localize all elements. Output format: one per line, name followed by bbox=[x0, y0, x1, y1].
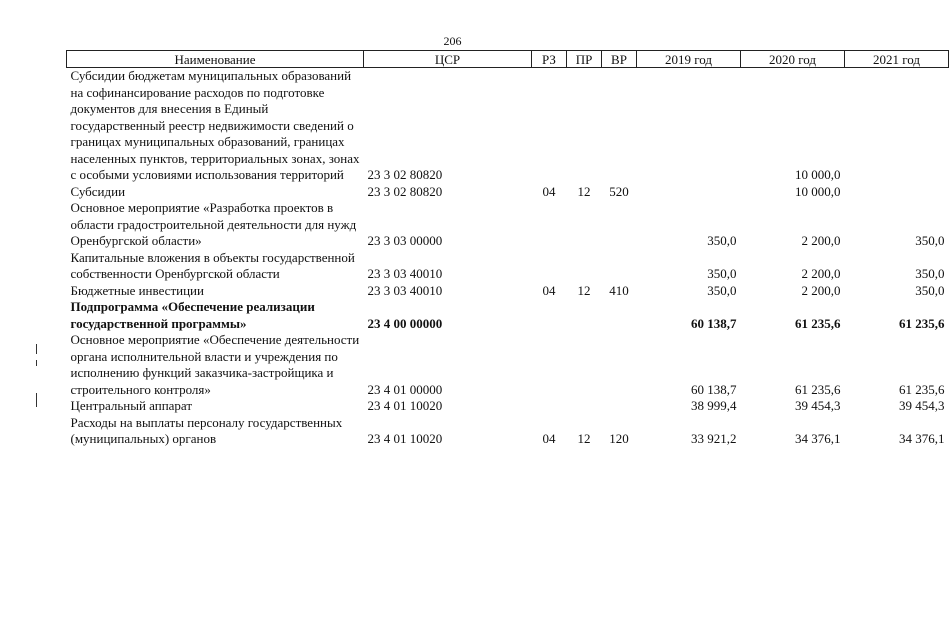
cell-2019: 38 999,4 bbox=[691, 398, 737, 413]
cell-2021: 61 235,6 bbox=[899, 381, 945, 397]
cell-2021 bbox=[845, 184, 949, 201]
table-row bbox=[67, 250, 949, 283]
cell-2019 bbox=[637, 184, 741, 201]
cell-2019 bbox=[637, 68, 741, 184]
header-2020: 2020 год bbox=[741, 51, 845, 68]
cell-2021: 61 235,6 bbox=[899, 315, 945, 331]
cell-rz bbox=[532, 68, 567, 184]
cell-name: Субсидии bbox=[70, 183, 126, 199]
cell-pr bbox=[567, 332, 602, 398]
header-vr: ВР bbox=[602, 51, 637, 68]
cell-rz: 04 bbox=[542, 431, 556, 446]
table-row bbox=[67, 68, 949, 184]
cell-name: Основное мероприятие «Обеспечение деятельности органа исполнительной власти и учреждения по исполнению функций заказчика-застройщика и строительного контроля» bbox=[70, 332, 360, 397]
budget-table bbox=[66, 50, 949, 448]
cell-2020: 39 454,3 bbox=[795, 398, 841, 413]
header-2021: 2021 год bbox=[845, 51, 949, 68]
cell-pr bbox=[567, 398, 602, 415]
cell-2021 bbox=[845, 68, 949, 184]
cell-csr: 23 4 00 00000 bbox=[367, 315, 443, 331]
cell-pr: 12 bbox=[577, 183, 591, 199]
table-row bbox=[67, 398, 949, 415]
cell-2021: 350,0 bbox=[915, 233, 945, 248]
cell-csr: 23 4 01 10020 bbox=[367, 431, 443, 446]
header-rz: РЗ bbox=[532, 51, 567, 68]
cell-vr: 120 bbox=[609, 431, 629, 446]
cell-2020: 2 200,0 bbox=[801, 266, 841, 281]
margin-mark bbox=[36, 360, 37, 366]
cell-rz bbox=[532, 250, 567, 283]
cell-pr bbox=[567, 68, 602, 184]
cell-name: Капитальные вложения в объекты государственной собственности Оренбургской области bbox=[70, 249, 355, 281]
cell-csr: 23 3 02 80820 bbox=[367, 167, 443, 182]
cell-name: Бюджетные инвестиции bbox=[70, 282, 204, 298]
cell-vr: 410 bbox=[609, 282, 629, 298]
header-2019: 2019 год bbox=[637, 51, 741, 68]
table-header-row bbox=[67, 51, 949, 68]
cell-rz: 04 bbox=[542, 183, 556, 199]
cell-vr bbox=[602, 200, 637, 250]
header-name: Наименование bbox=[67, 51, 364, 68]
margin-mark bbox=[36, 393, 37, 407]
cell-2021: 39 454,3 bbox=[899, 398, 945, 413]
cell-2020: 2 200,0 bbox=[801, 282, 841, 298]
cell-pr bbox=[567, 299, 602, 332]
cell-name: Центральный аппарат bbox=[70, 398, 193, 413]
page-number: 206 bbox=[443, 34, 462, 48]
cell-name: Субсидии бюджетам муниципальных образований на софинансирование расходов по подготовке документов для внесения в Единый государственный реестр недвижимости сведений о границах муниципальных образований, границах населенных пунктов, территориальных зонах, зонах с особыми условиями использования территорий bbox=[70, 68, 360, 182]
table-row bbox=[67, 184, 949, 201]
cell-2020: 61 235,6 bbox=[795, 315, 841, 331]
cell-2019: 350,0 bbox=[707, 233, 737, 248]
cell-2020: 10 000,0 bbox=[795, 167, 841, 182]
cell-csr: 23 4 01 00000 bbox=[367, 381, 443, 397]
table-row bbox=[67, 200, 949, 250]
table-row bbox=[67, 415, 949, 448]
cell-name: Основное мероприятие «Разработка проектов в области градостроительной деятельности для нужд Оренбургской области» bbox=[70, 200, 357, 248]
margin-mark bbox=[36, 344, 37, 354]
cell-2020: 2 200,0 bbox=[801, 233, 841, 248]
cell-2020: 34 376,1 bbox=[795, 431, 841, 446]
cell-pr: 12 bbox=[577, 431, 591, 446]
cell-rz bbox=[532, 398, 567, 415]
table-row bbox=[67, 332, 949, 398]
cell-2019: 350,0 bbox=[707, 282, 737, 298]
cell-name: Подпрограмма «Обеспечение реализации государственной программы» bbox=[70, 299, 315, 331]
cell-rz bbox=[532, 200, 567, 250]
header-pr: ПР bbox=[567, 51, 602, 68]
cell-rz: 04 bbox=[542, 282, 556, 298]
cell-2020: 61 235,6 bbox=[795, 381, 841, 397]
cell-vr bbox=[602, 398, 637, 415]
cell-2019: 350,0 bbox=[707, 266, 737, 281]
cell-vr bbox=[602, 68, 637, 184]
cell-rz bbox=[532, 299, 567, 332]
cell-pr: 12 bbox=[577, 282, 591, 298]
cell-pr bbox=[567, 200, 602, 250]
table-row bbox=[67, 299, 949, 332]
cell-name: Расходы на выплаты персоналу государственных (муниципальных) органов bbox=[70, 414, 343, 446]
cell-vr bbox=[602, 250, 637, 283]
header-csr: ЦСР bbox=[364, 51, 532, 68]
cell-csr: 23 3 03 00000 bbox=[367, 233, 443, 248]
cell-2021: 350,0 bbox=[915, 266, 945, 281]
cell-vr bbox=[602, 299, 637, 332]
cell-csr: 23 3 03 40010 bbox=[367, 266, 443, 281]
cell-2019: 60 138,7 bbox=[691, 381, 737, 397]
cell-2021: 350,0 bbox=[915, 282, 945, 298]
table-row bbox=[67, 283, 949, 300]
cell-2020: 10 000,0 bbox=[795, 183, 841, 199]
cell-rz bbox=[532, 332, 567, 398]
cell-vr: 520 bbox=[609, 183, 629, 199]
cell-csr: 23 3 03 40010 bbox=[367, 282, 443, 298]
cell-2019: 33 921,2 bbox=[691, 431, 737, 446]
cell-pr bbox=[567, 250, 602, 283]
cell-csr: 23 4 01 10020 bbox=[367, 398, 443, 413]
cell-2019: 60 138,7 bbox=[691, 315, 737, 331]
cell-csr: 23 3 02 80820 bbox=[367, 183, 443, 199]
cell-vr bbox=[602, 332, 637, 398]
cell-2021: 34 376,1 bbox=[899, 431, 945, 446]
